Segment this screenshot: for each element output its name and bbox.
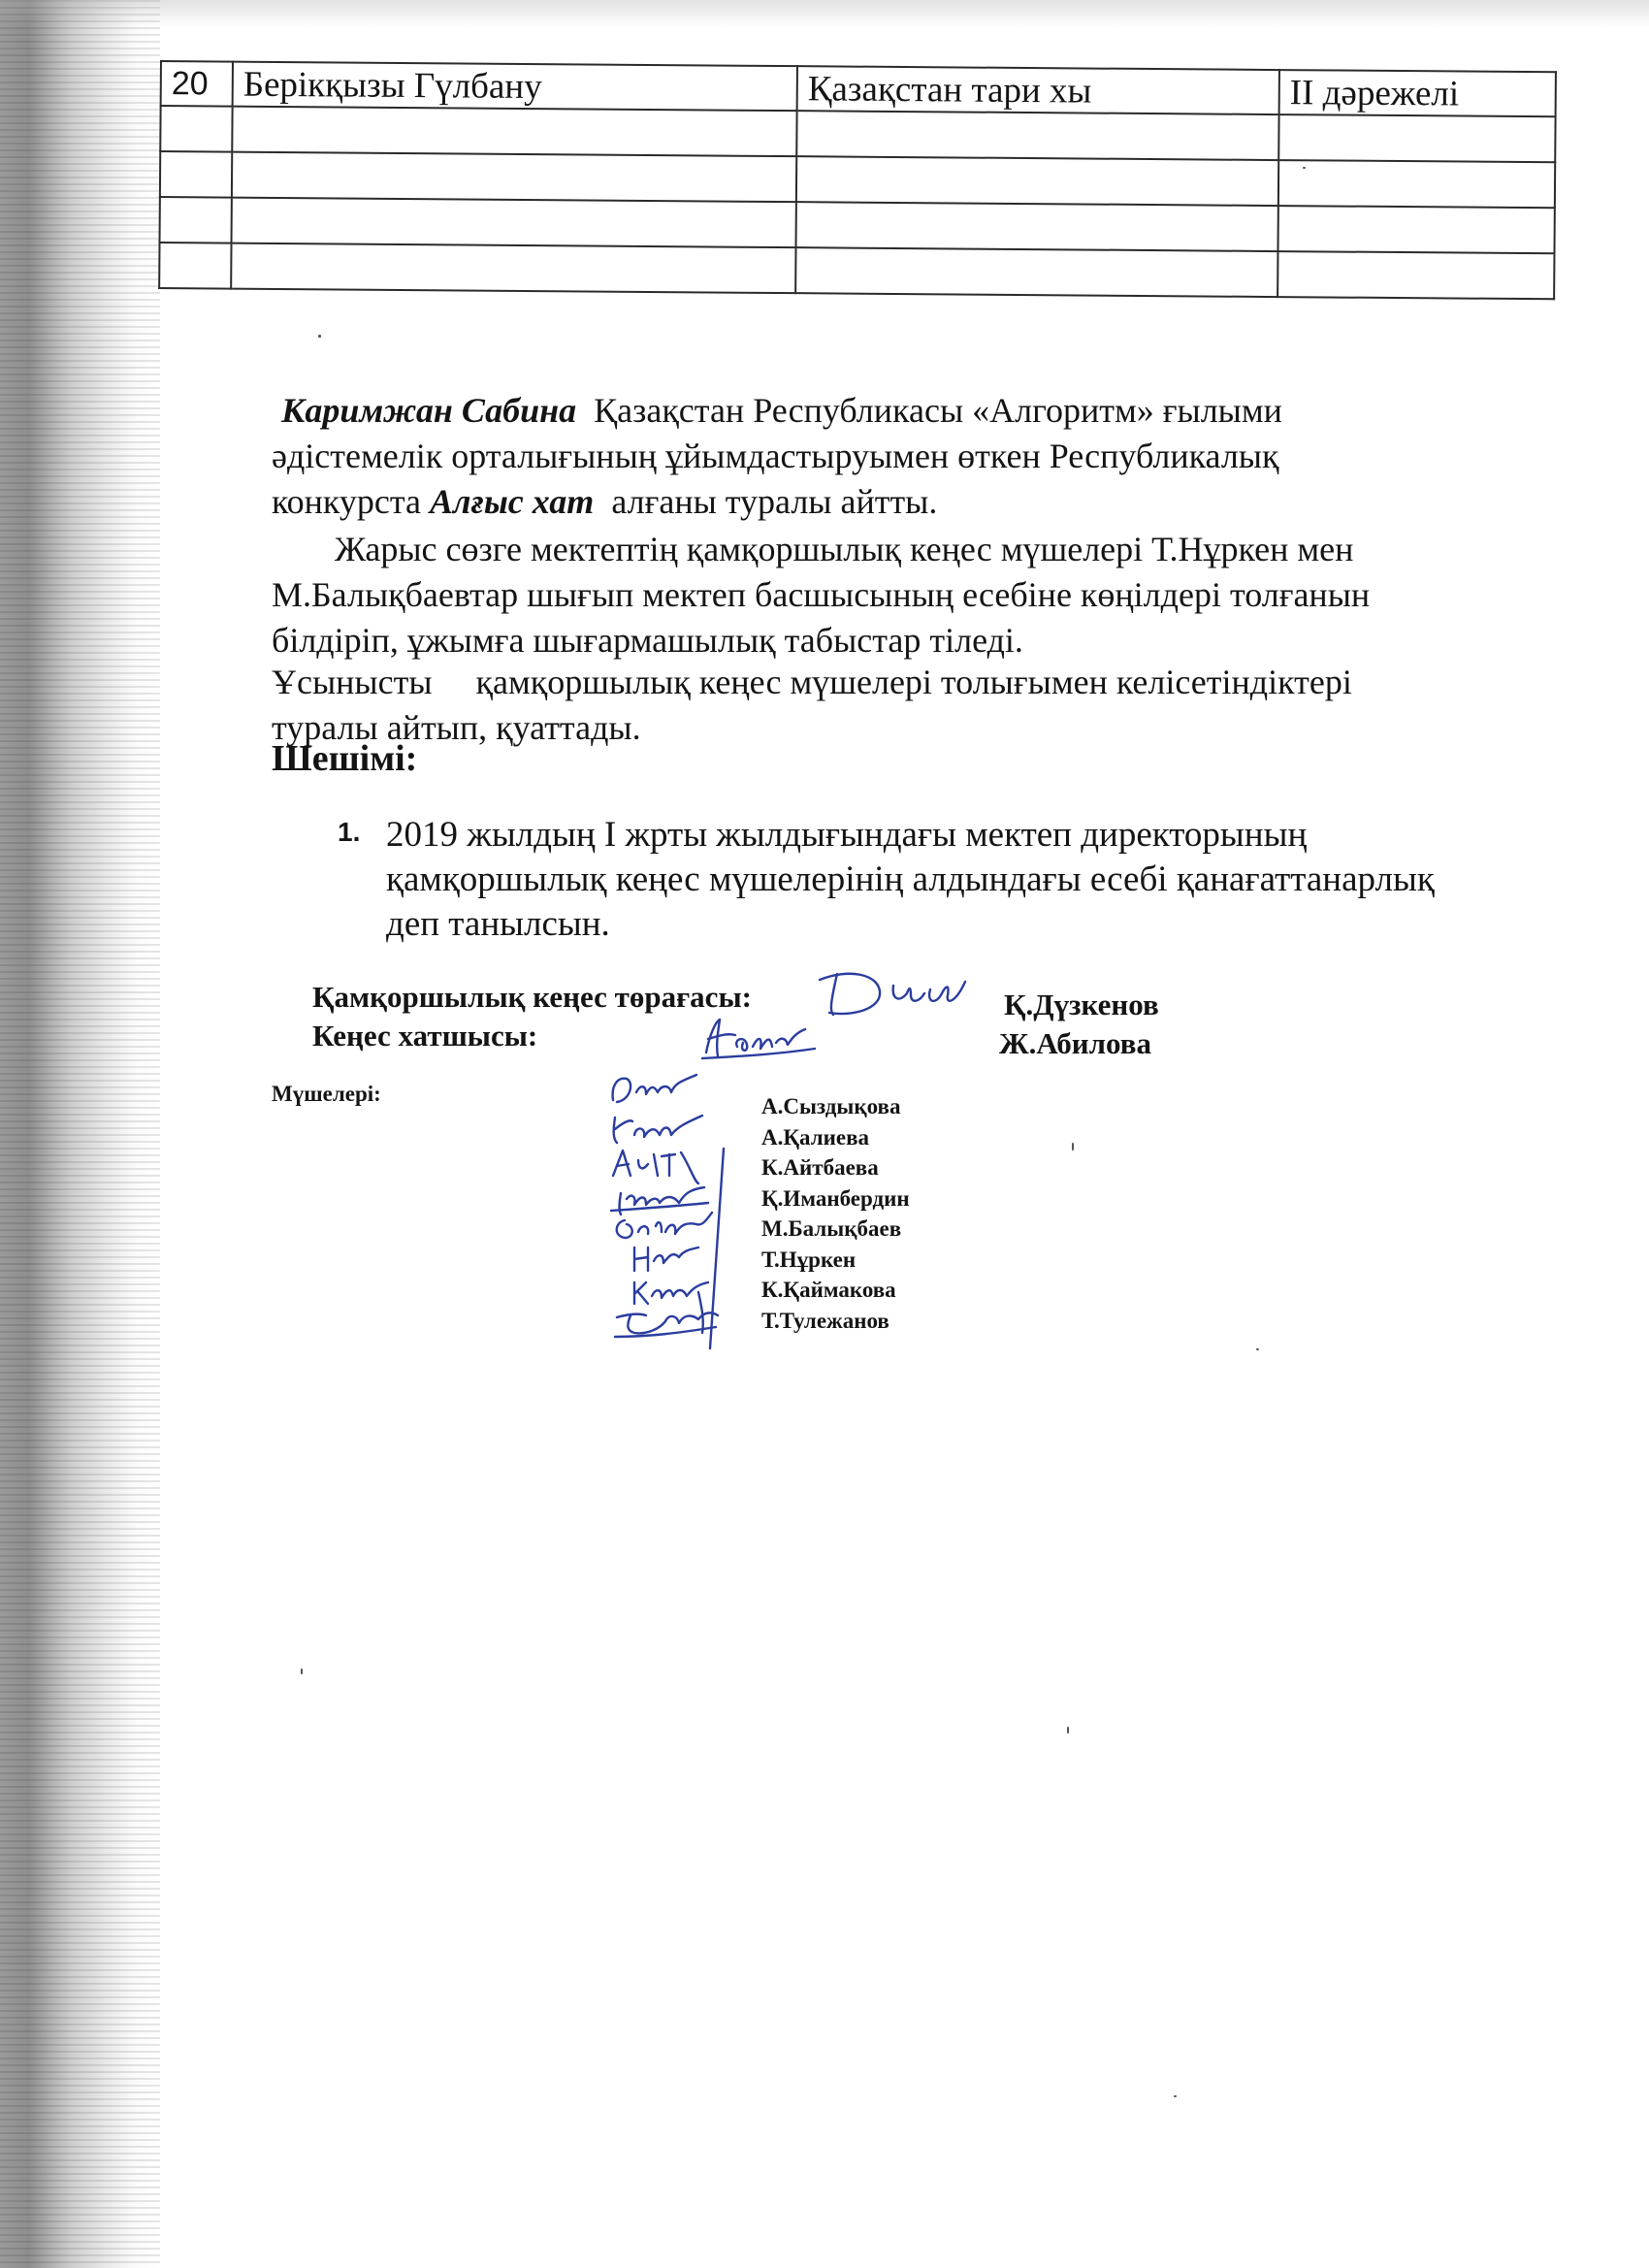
subject [796,202,1278,251]
scan-top-shade [0,0,1649,27]
scan-speck [318,335,321,338]
paragraph-speakers [272,527,1370,664]
subject [796,111,1278,160]
results-table [158,60,1557,300]
paragraph-line: Ұсынысты қамқоршылық кеңес мүшелері толығымен келісетіндіктері [272,663,1352,701]
paragraph-text: алғаны туралы айтты. [594,482,938,521]
row-number: 20 [161,61,233,107]
participant-name [232,152,796,203]
scan-shadow-edge [0,0,160,2268]
row-number [160,151,232,198]
row-number [159,243,231,289]
paragraph-line [281,388,1282,434]
row-number [160,197,232,243]
scan-speck [1072,1143,1074,1150]
secretary-label: Кеңес хатшысы: [312,1019,538,1053]
diploma-degree [1278,160,1555,208]
subject: Қазақстан тари хы [797,66,1279,114]
paragraph-text: конкурста [272,482,431,521]
paragraph-proposal [272,660,1352,751]
scan-speck [1303,167,1306,169]
secretary-name: Ж.Абилова [999,1026,1151,1060]
student-name: Каримжан Сабина [281,391,577,430]
member-name: А.Сыздықова [761,1094,901,1118]
members-label: Мүшелері: [272,1082,381,1106]
participant-name [231,243,795,294]
table-row [159,243,1554,299]
decision-heading: Шешімі: [272,738,418,779]
diploma-degree: II дәрежелі [1279,70,1556,116]
decision-line: 2019 жылдың І жрты жылдығындағы мектеп директорының [386,815,1308,855]
subject [796,156,1278,206]
member-name: А.Қалиева [761,1124,870,1150]
decision-line: деп танылсын. [386,904,610,944]
member-name: Қ.Иманбердин [761,1185,910,1211]
paragraph-line [272,479,1282,525]
diploma-degree [1278,114,1555,162]
paragraph-line: М.Балықбаевтар шығып мектеп басшысының есебіне көңілдері толғанын [272,575,1371,614]
scan-speck [301,1669,303,1674]
chair-name: Қ.Дүзкенов [1004,988,1159,1021]
diploma-degree [1277,206,1554,253]
subject [795,247,1277,297]
row-number [160,106,232,152]
chair-signature [810,960,980,1019]
scan-speck [1256,1348,1259,1350]
chair-label: Қамқоршылық кеңес төрағасы: [312,980,752,1014]
scan-speck [1067,1727,1069,1733]
member-name: К.Қаймакова [761,1278,896,1302]
secretary-signature [698,1014,824,1062]
diploma-degree [1277,251,1554,299]
paragraph-line: білдіріп, ұжымға шығармашылық табыстар тіледі. [272,621,1023,660]
award-title: Алғыс хат [430,482,595,521]
members-signatures [601,1067,776,1358]
member-name: М.Балықбаев [761,1216,902,1241]
decision-item-number: 1. [338,817,361,847]
participant-name: Берікқызы Гүлбану [233,62,797,112]
decision-line: қамқоршылық кеңес мүшелерінің алдындағы есебі қанағаттанарлық [386,859,1435,899]
member-name: Т.Тулежанов [761,1308,889,1333]
paragraph-line: әдістемелік орталығының ұйымдастыруымен өткен Республикалық [272,437,1279,475]
participant-name [232,198,796,248]
member-name: Т.Нұркен [761,1247,857,1272]
decision-item [386,813,1435,947]
members-list [761,1091,910,1336]
paragraph-line: туралы айтып, қуаттады. [272,708,641,747]
paragraph-line: Жарыс сөзге мектептің қамқоршылық кеңес мүшелері Т.Нұркен мен [335,530,1354,568]
scan-speck [1174,2095,1177,2097]
paragraph-award [272,388,1282,525]
paragraph-text: Қазақстан Республикасы «Алгоритм» ғылыми [576,391,1282,430]
member-name: К.Айтбаева [761,1155,879,1180]
participant-name [232,107,796,157]
